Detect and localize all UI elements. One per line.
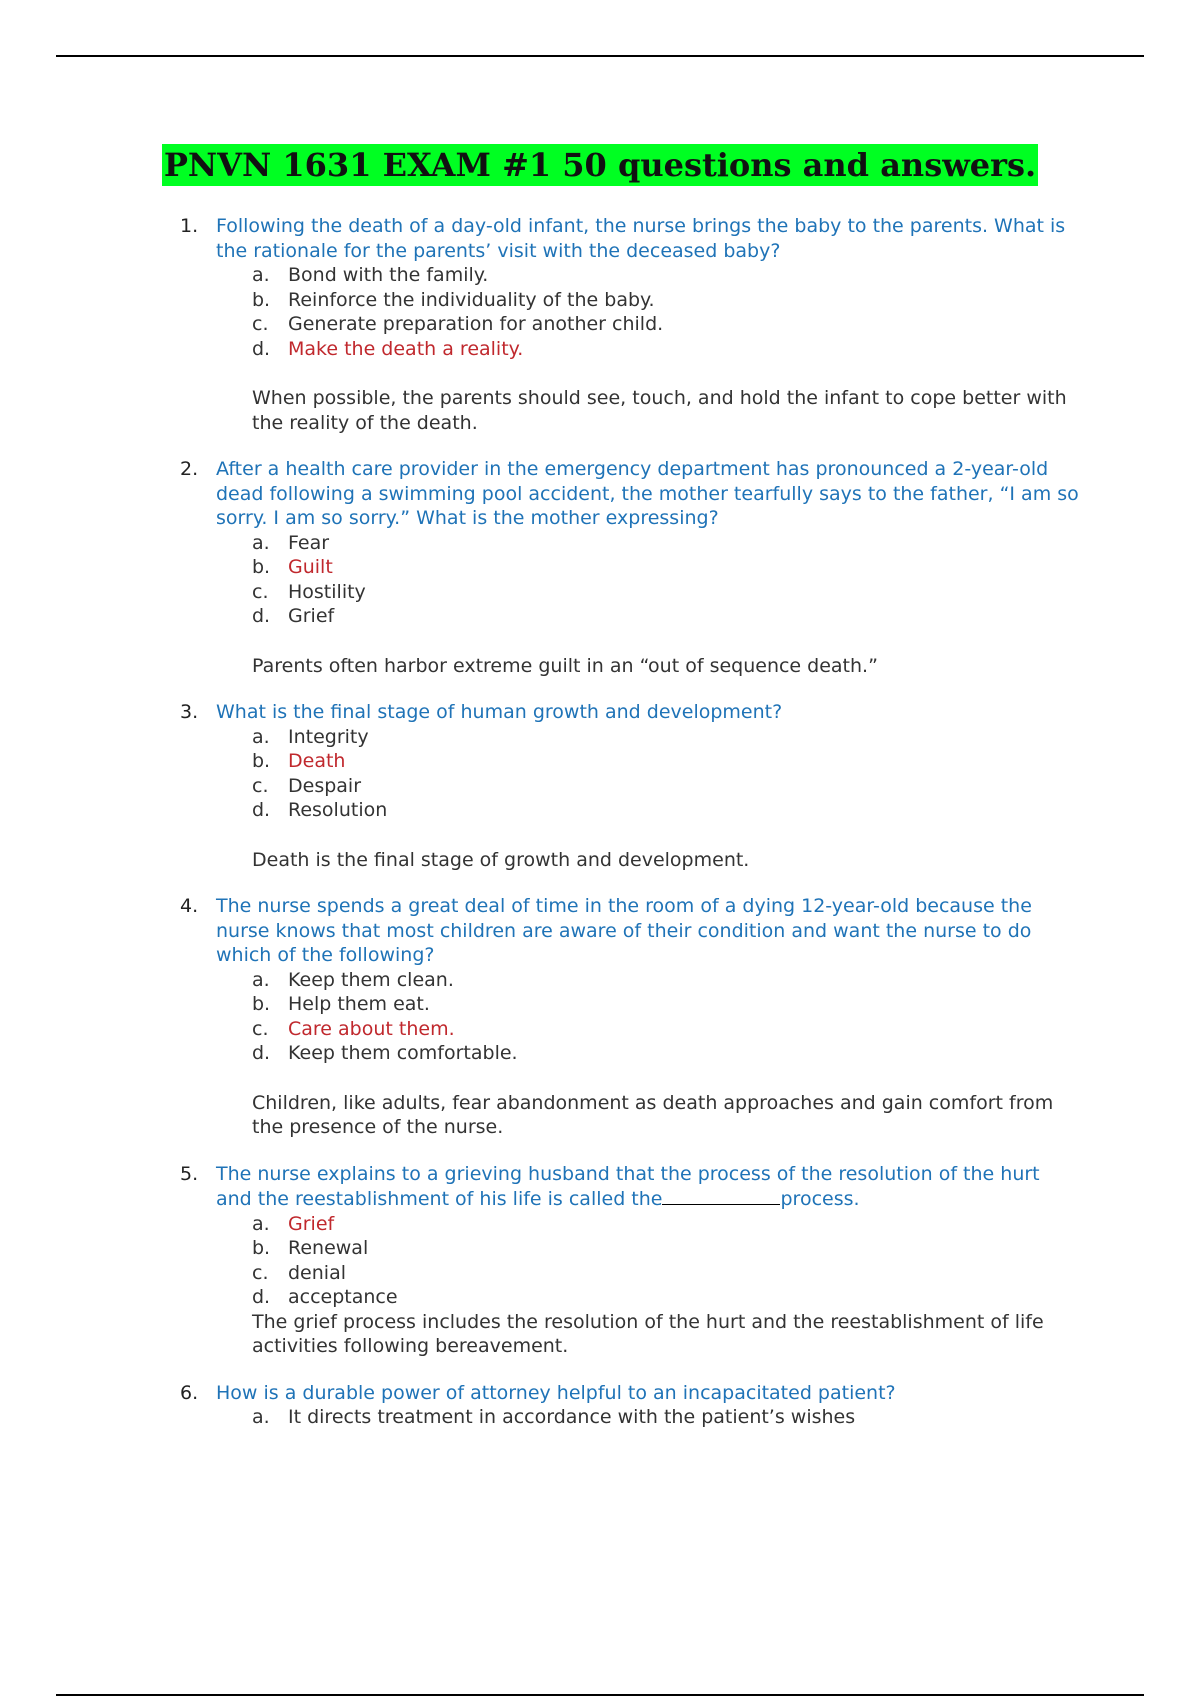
correct-answer: Guilt — [288, 556, 333, 578]
option-letter: d. — [252, 1042, 271, 1064]
option-letter: b. — [252, 288, 271, 311]
question-2 — [0, 457, 1200, 678]
footer-rule — [56, 1694, 1144, 1696]
question-text: How is a durable power of attorney helpful to an incapacitated patient? — [216, 1381, 896, 1404]
rationale: Parents often harbor extreme guilt in an “out of sequence death.” — [252, 654, 878, 677]
question-list — [0, 214, 1200, 1452]
option-text: Generate preparation for another child. — [288, 313, 664, 335]
option-letter: c. — [252, 774, 269, 797]
question-number: 2. — [180, 458, 199, 480]
answer-options — [216, 725, 1080, 823]
option-letter: a. — [252, 1406, 270, 1428]
option-letter: b. — [252, 1237, 271, 1259]
option-text: Keep them clean. — [288, 968, 454, 991]
option-letter: b. — [252, 993, 271, 1015]
option-letter: d. — [252, 1286, 271, 1308]
answer-options — [216, 1405, 1080, 1430]
answer-options — [216, 531, 1080, 629]
option-text: It directs treatment in accordance with the patient’s wishes — [288, 1406, 856, 1428]
option-text: Resolution — [288, 799, 388, 821]
option-letter: b. — [252, 556, 271, 578]
option-text: Keep them comfortable. — [288, 1042, 518, 1064]
option-letter: b. — [252, 750, 271, 772]
option-a — [252, 531, 1080, 556]
option-letter: a. — [252, 968, 270, 991]
answer-options — [216, 1212, 1080, 1310]
option-b — [252, 288, 1080, 313]
option-c — [252, 774, 1080, 799]
question-5 — [0, 1162, 1200, 1359]
option-b — [252, 992, 1080, 1017]
option-b — [252, 1236, 1080, 1261]
option-a — [252, 1212, 1080, 1237]
option-d — [252, 337, 1080, 362]
option-text: acceptance — [288, 1286, 398, 1308]
document-title: PNVN 1631 EXAM #1 50 questions and answers. — [163, 146, 1037, 184]
question-1 — [0, 214, 1200, 435]
fill-in-blank — [662, 1186, 780, 1205]
option-text: denial — [288, 1261, 346, 1284]
option-letter: c. — [252, 580, 269, 603]
option-a — [252, 968, 1080, 993]
question-4 — [0, 894, 1200, 1140]
question-text: After a health care provider in the emergency department has pronounced a 2-year-old dead following a swimming pool accident, the mother tearfully says to the father, “I am so sorry. I am so sorry.” What is the mother expressing? — [216, 458, 1079, 529]
option-text: Grief — [288, 605, 335, 627]
correct-answer: Grief — [288, 1212, 335, 1235]
option-letter: a. — [252, 264, 270, 286]
rationale: Children, like adults, fear abandonment as death approaches and gain comfort from the presence of the nurse. — [252, 1091, 1054, 1138]
option-d — [252, 604, 1080, 629]
option-c — [252, 1017, 1080, 1042]
rationale: Death is the final stage of growth and development. — [252, 848, 750, 871]
title-block — [0, 144, 1200, 186]
rationale: The grief process includes the resolution of the hurt and the reestablishment of life activities following bereavement. — [252, 1310, 1044, 1357]
rationale: When possible, the parents should see, touch, and hold the infant to cope better with the reality of the death. — [252, 387, 1067, 434]
option-text: Hostility — [288, 580, 366, 603]
question-text-after-blank: process. — [780, 1188, 860, 1210]
option-b — [252, 749, 1080, 774]
correct-answer: Make the death a reality. — [288, 337, 524, 360]
option-text: Fear — [288, 531, 330, 554]
option-letter: d. — [252, 799, 271, 821]
option-text: Reinforce the individuality of the baby. — [288, 288, 655, 311]
question-text: Following the death of a day-old infant, the nurse brings the baby to the parents. What is the rationale for the parents’ visit with the deceased baby? — [216, 215, 1066, 262]
answer-options — [216, 968, 1080, 1066]
question-text: The nurse spends a great deal of time in the room of a dying 12-year-old because the nurse knows that most children are aware of their condition and want the nurse to do which of the following? — [216, 895, 1032, 966]
question-text-before-blank: The nurse explains to a grieving husband that the process of the resolution of the hurt and the reestablishment of his life is called the — [216, 1162, 1040, 1210]
option-text: Bond with the family. — [288, 264, 489, 286]
option-text: Renewal — [288, 1237, 369, 1259]
option-c — [252, 580, 1080, 605]
option-letter: a. — [252, 725, 270, 748]
question-number: 4. — [180, 895, 199, 917]
option-b — [252, 555, 1080, 580]
question-text: What is the final stage of human growth and development? — [216, 701, 783, 723]
correct-answer: Care about them. — [288, 1017, 455, 1040]
option-d — [252, 798, 1080, 823]
option-c — [252, 312, 1080, 337]
question-6 — [0, 1381, 1200, 1430]
option-letter: c. — [252, 1261, 269, 1284]
option-letter: d. — [252, 337, 271, 360]
option-a — [252, 1405, 1080, 1430]
option-text: Integrity — [288, 725, 369, 748]
option-d — [252, 1285, 1080, 1310]
option-letter: c. — [252, 1017, 269, 1040]
correct-answer: Death — [288, 750, 346, 772]
option-a — [252, 725, 1080, 750]
option-letter: c. — [252, 313, 269, 335]
option-a — [252, 263, 1080, 288]
question-number: 1. — [180, 215, 199, 237]
header-rule — [56, 55, 1144, 57]
question-number: 6. — [180, 1381, 199, 1404]
option-letter: a. — [252, 531, 270, 554]
option-c — [252, 1261, 1080, 1286]
question-3 — [0, 700, 1200, 872]
answer-options — [216, 263, 1080, 361]
option-letter: a. — [252, 1212, 270, 1235]
option-letter: d. — [252, 605, 271, 627]
question-number: 5. — [180, 1162, 199, 1185]
question-number: 3. — [180, 701, 199, 723]
option-text: Despair — [288, 774, 362, 797]
question-text — [216, 1162, 1080, 1212]
option-text: Help them eat. — [288, 993, 430, 1015]
option-d — [252, 1041, 1080, 1066]
